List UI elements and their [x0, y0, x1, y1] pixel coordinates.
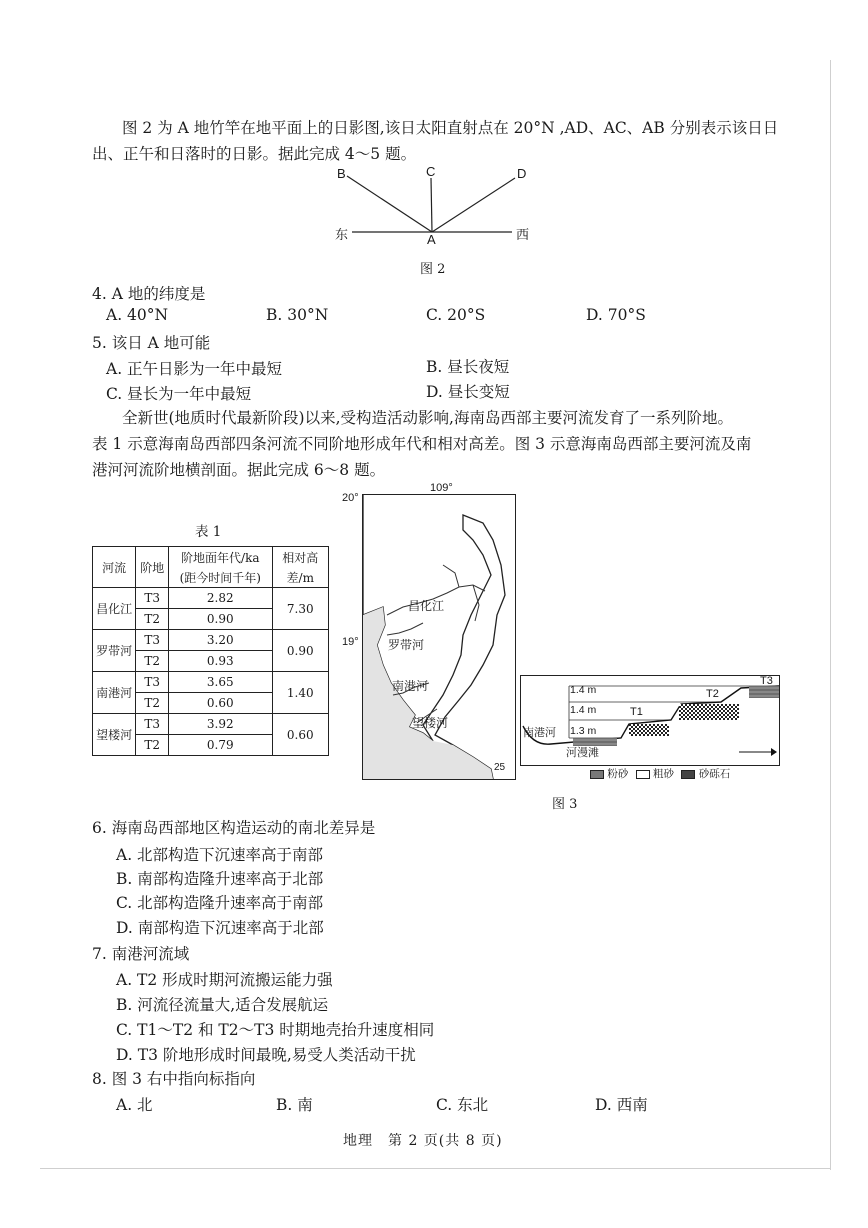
q8-option-d[interactable]: D. 西南	[595, 1096, 648, 1114]
q5-stem: 5. 该日 A 地可能	[92, 334, 211, 352]
hainan-west-map	[363, 495, 515, 779]
q7-stem: 7. 南港河流域	[92, 945, 190, 963]
table1-title: 表 1	[195, 524, 222, 540]
table1-cell-age: 3.65	[169, 672, 273, 693]
q8-option-c[interactable]: C. 东北	[436, 1096, 489, 1114]
q4-option-d[interactable]: D. 70°S	[586, 306, 646, 324]
table1-cell-age: 0.79	[169, 735, 273, 756]
table1-cell-age: 2.82	[169, 588, 273, 609]
profile-label-river: 南港河	[523, 726, 556, 739]
profile-label-beach: 河漫滩	[566, 746, 599, 759]
table1-cell-diff: 0.90	[272, 630, 328, 672]
q4-option-b[interactable]: B. 30°N	[266, 306, 329, 324]
table1-cell-age: 0.90	[169, 609, 273, 630]
shadow-AB	[347, 176, 432, 232]
map-river-label-4: 望楼河	[412, 716, 449, 730]
table-1	[92, 546, 329, 756]
table1-cell-diff: 0.60	[272, 714, 328, 756]
table1-cell-river: 昌化江	[93, 588, 136, 630]
table1-cell-river: 望楼河	[93, 714, 136, 756]
table-row	[93, 714, 329, 735]
table-row	[93, 630, 329, 651]
table1-cell-terrace: T3	[136, 588, 169, 609]
table1-cell-terrace: T2	[136, 651, 169, 672]
fig3-caption: 图 3	[552, 797, 578, 812]
table1-cell-terrace: T2	[136, 609, 169, 630]
q8-option-a[interactable]: A. 北	[116, 1096, 153, 1114]
map-lon-label: 109°	[430, 482, 453, 494]
intro-6-8-line1: 全新世(地质时代最新阶段)以来,受构造活动影响,海南岛西部主要河流发育了一系列阶地。	[122, 409, 733, 427]
legend-label: 砂砾石	[698, 768, 731, 780]
shadow-AD	[432, 178, 515, 232]
table1-cell-terrace: T2	[136, 735, 169, 756]
table1-cell-age: 3.92	[169, 714, 273, 735]
profile-label-T3: T3	[760, 675, 773, 687]
table1-header-age-1: 阶地面年代/ka	[169, 547, 273, 568]
intro-6-8-line2: 表 1 示意海南岛西部四条河流不同阶地形成年代和相对高差。图 3 示意海南岛西部主要河流及南	[92, 435, 752, 453]
table1-cell-age: 0.60	[169, 693, 273, 714]
table1-cell-diff: 7.30	[272, 588, 328, 630]
q4-option-c[interactable]: C. 20°S	[426, 306, 486, 324]
scan-edge-bottom	[40, 1168, 830, 1169]
table-row	[93, 672, 329, 693]
river-changhua-branch2	[473, 585, 479, 621]
map-lat19-label: 19°	[342, 636, 359, 648]
fig2-label-east: 东	[335, 228, 349, 243]
q5-option-d[interactable]: D. 昼长变短	[426, 383, 510, 401]
map-scale-mark: 25	[494, 762, 506, 773]
table1-cell-terrace: T3	[136, 714, 169, 735]
q6-option-d[interactable]: D. 南部构造下沉速率高于北部	[116, 919, 324, 937]
q4-option-a[interactable]: A. 40°N	[106, 306, 169, 324]
fig2-caption: 图 2	[420, 262, 446, 277]
shadow-AC	[431, 178, 432, 232]
map-river-label-2: 罗带河	[388, 638, 425, 652]
q8-stem: 8. 图 3 右中指向标指向	[92, 1070, 256, 1088]
river-changhua-branch	[443, 565, 459, 587]
profile-label-T1: T1	[630, 706, 643, 718]
fig2-label-B: B	[337, 166, 346, 181]
map-lat20-label: 20°	[342, 492, 359, 504]
q5-option-b[interactable]: B. 昼长夜短	[426, 358, 510, 376]
table1-cell-diff: 1.40	[272, 672, 328, 714]
map-river-label-3: 南港河	[392, 679, 429, 693]
q5-option-c[interactable]: C. 昼长为一年中最短	[106, 385, 252, 403]
river-luodai	[387, 623, 423, 635]
t1-deposit	[629, 724, 669, 736]
table-row	[93, 588, 329, 609]
profile-label-T2: T2	[706, 688, 719, 700]
q6-stem: 6. 海南岛西部地区构造运动的南北差异是	[92, 819, 376, 837]
legend-swatch-silt	[590, 770, 604, 779]
intro-4-5-line1: 图 2 为 A 地竹竿在地平面上的日影图,该日太阳直射点在 20°N ,AD、AC、AB 分别表示该日日	[122, 119, 779, 137]
legend-swatch-gravel	[681, 770, 695, 779]
legend-label: 粉砂	[607, 768, 629, 780]
q8-option-b[interactable]: B. 南	[276, 1096, 313, 1114]
table1-header-terrace: 阶地	[136, 547, 169, 588]
q6-option-c[interactable]: C. 北部构造隆升速率高于南部	[116, 894, 324, 912]
fig2-label-west: 西	[516, 228, 530, 243]
profile-height-3: 1.3 m	[570, 725, 597, 737]
table1-header-height-1: 相对高	[272, 547, 328, 568]
fig2-label-C: C	[426, 164, 436, 179]
t3-deposit	[749, 686, 779, 698]
q6-option-a[interactable]: A. 北部构造下沉速率高于南部	[116, 846, 324, 864]
q7-option-b[interactable]: B. 河流径流量大,适合发展航运	[116, 996, 329, 1014]
table1-cell-terrace: T3	[136, 630, 169, 651]
table1-cell-river: 南港河	[93, 672, 136, 714]
intro-6-8-line3: 港河河流阶地横剖面。据此完成 6～8 题。	[92, 461, 386, 479]
legend-label: 粗砂	[653, 768, 675, 780]
profile-legend	[590, 766, 730, 781]
table1-cell-river: 罗带河	[93, 630, 136, 672]
q4-stem: 4. A 地的纬度是	[92, 285, 206, 303]
fig2-label-D: D	[517, 166, 527, 181]
table1-cell-age: 3.20	[169, 630, 273, 651]
table1-cell-terrace: T2	[136, 693, 169, 714]
page-footer: 地理 第 2 页(共 8 页)	[343, 1133, 503, 1149]
legend-swatch-coarse	[636, 770, 650, 779]
table1-header-height-2: 差/m	[272, 567, 328, 588]
profile-height-1: 1.4 m	[570, 684, 597, 696]
fig2-label-A: A	[427, 232, 436, 247]
q6-option-b[interactable]: B. 南部构造隆升速率高于北部	[116, 870, 324, 888]
table1-header-river: 河流	[93, 547, 136, 588]
intro-4-5-line2: 出、正午和日落时的日影。据此完成 4～5 题。	[92, 145, 417, 163]
profile-height-2: 1.4 m	[570, 704, 597, 716]
table1-cell-age: 0.93	[169, 651, 273, 672]
table1-cell-terrace: T3	[136, 672, 169, 693]
q7-option-a[interactable]: A. T2 形成时期河流搬运能力强	[116, 971, 333, 989]
table1-header-age-2: (距今时间千年)	[169, 567, 273, 588]
q7-option-c[interactable]: C. T1～T2 和 T2～T3 时期地壳抬升速度相同	[116, 1021, 435, 1039]
map-frame	[362, 494, 516, 780]
q7-option-d[interactable]: D. T3 阶地形成时间最晚,易受人类活动干扰	[116, 1046, 416, 1064]
profile-frame	[520, 675, 780, 766]
q5-option-a[interactable]: A. 正午日影为一年中最短	[106, 360, 283, 378]
terrace-cross-section	[521, 676, 779, 765]
scan-edge-right	[830, 60, 831, 1170]
map-river-label-1: 昌化江	[408, 599, 445, 613]
t2-deposit	[679, 704, 739, 720]
